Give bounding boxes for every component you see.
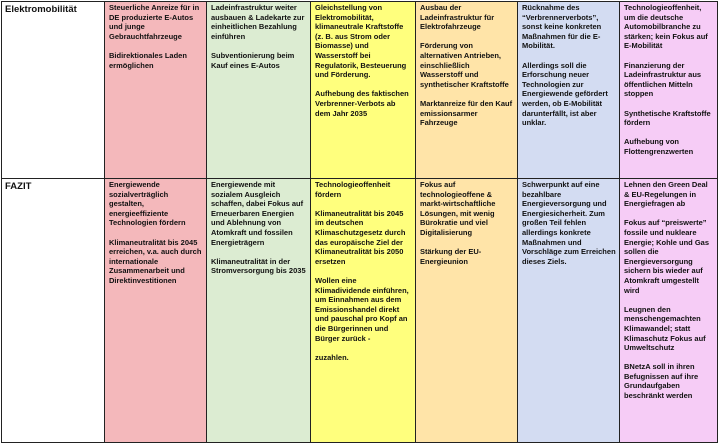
cell-paragraph: Allerdings soll die Erforschung neuer Technologien zur Energiewende gefördert werden, ob E-Mobilität darunterfällt, ist aber unklar. xyxy=(522,60,608,128)
cell-paragraph: Leugnen den menschengemachten Klimawandel; statt Klimaschutz Fokus auf Umweltschutz xyxy=(624,304,706,353)
cell-paragraph: Klimaneutralität bis 2045 erreichen, v.a. auch durch internationale Zusammenarbeit und Direktinvestitionen xyxy=(109,237,202,285)
cell-paragraph: Fokus auf “preiswerte” fossile und nukleare Energie; Kohle und Gas sollen die Energieversorgung sichern bis wieder auf Atomkraft umgestellt wird xyxy=(624,218,710,295)
cell-paragraph: Förderung von alternativen Antrieben, einschließlich Wasserstoff und synthetischer Kraftstoffe xyxy=(420,41,509,89)
party-comparison-table xyxy=(1,1,718,443)
row-heading: FAZIT xyxy=(2,179,105,443)
cell-paragraph: Stärkung der EU-Energieunion xyxy=(420,247,482,266)
cell-paragraph: Bidirektionales Laden ermöglichen xyxy=(109,50,187,70)
row-heading: Elektromobilität xyxy=(2,2,105,179)
table-cell xyxy=(518,179,620,443)
cell-paragraph: Aufhebung von Flottengrenzwerten xyxy=(624,137,694,156)
cell-paragraph: Steuerliche Anreize für in DE produzierte E-Autos und junge Gebrauchtfahrzeuge xyxy=(109,3,200,41)
cell-paragraph: Synthetische Kraftstoffe fördern xyxy=(624,108,711,128)
table-cell xyxy=(620,2,718,179)
table-cell xyxy=(311,179,416,443)
cell-paragraph: Rücknahme des “Verbrennerverbots”, sonst keine konkreten Maßnahmen für die E-Mobilität. xyxy=(522,3,602,51)
table-cell xyxy=(207,2,311,179)
cell-paragraph: Technologieoffenheit, um die deutsche Automobilbranche zu stärken; kein Fokus auf E-Mobilität xyxy=(624,3,708,51)
cell-paragraph: Lehnen den Green Deal & EU-Regelungen in Energiefragen ab xyxy=(624,180,708,209)
cell-paragraph: Klimaneutralität in der Stromversorgung bis 2035 xyxy=(211,256,306,276)
table-cell xyxy=(518,2,620,179)
cell-paragraph: Finanzierung der Ladeinfrastruktur aus öffentlichen Mitteln stoppen xyxy=(624,60,702,99)
cell-paragraph: Ausbau der Ladeinfrastruktur für Elektrofahrzeuge xyxy=(420,3,495,32)
table-cell xyxy=(416,2,518,179)
cell-paragraph: Marktanreize für den Kauf emissionsarmer Fahrzeuge xyxy=(420,98,513,128)
cell-paragraph: Energiewende mit sozialem Ausgleich schaffen, dabei Fokus auf Erneuerbaren Energien und Ablehnung von Atomkraft und fossilen Energieträgern xyxy=(211,180,304,247)
table-cell xyxy=(105,2,207,179)
cell-paragraph: Aufhebung des faktischen Verbrenner-Verbots ab dem Jahr 2035 xyxy=(315,89,409,118)
table-cell xyxy=(207,179,311,443)
cell-paragraph: Subventionierung beim Kauf eines E-Autos xyxy=(211,50,295,70)
table-cell xyxy=(416,179,518,443)
cell-paragraph: Energiewende sozialverträglich gestalten, energieeffiziente Technologien fördern xyxy=(109,180,186,228)
cell-paragraph: Gleichstellung von Elektromobilität, klimaneutrale Kraftstoffe (z. B. aus Strom oder Biomasse) und Wasserstoff bei Regulatorik, Besteuerung und Förderung. xyxy=(315,3,407,80)
table-row-elektromobilitaet xyxy=(2,2,718,179)
table-row-fazit xyxy=(2,179,718,443)
cell-paragraph: Wollen eine Klimadividende einführen, um Einnahmen aus dem Emissionshandel direkt und pauschal pro Kopf an die Bürgerinnen und Bürger zurück - zuzahlen. xyxy=(315,275,409,362)
table-cell xyxy=(311,2,416,179)
table-cell xyxy=(105,179,207,443)
cell-paragraph: Fokus auf technologieoffene & markt-wirtschaftliche Lösungen, mit wenig Bürokratie und viel Digitalisierung xyxy=(420,180,496,237)
cell-paragraph: Ladeinfrastruktur weiter ausbauen & Ladekarte zur einheitlichen Bezahlung einführen xyxy=(211,3,305,41)
cell-paragraph: Technologieoffenheit fördern xyxy=(315,180,391,199)
table-cell xyxy=(620,179,718,443)
cell-paragraph: BNetzA soll in ihren Befugnissen auf ihre Grundaufgaben beschränkt werden xyxy=(624,362,699,401)
cell-paragraph: Schwerpunkt auf eine bezahlbare Energieversorgung und Energiesicherheit. Zum großen Teil fehlen allerdings konkrete Maßnahmen und Vorschläge zum Erreichen dieses Ziels. xyxy=(522,180,616,266)
cell-paragraph: Klimaneutralität bis 2045 im deutschen Klimaschutzgesetz durch das europäische Ziel der Klimaneutralität bis 2050 ersetzen xyxy=(315,208,406,266)
